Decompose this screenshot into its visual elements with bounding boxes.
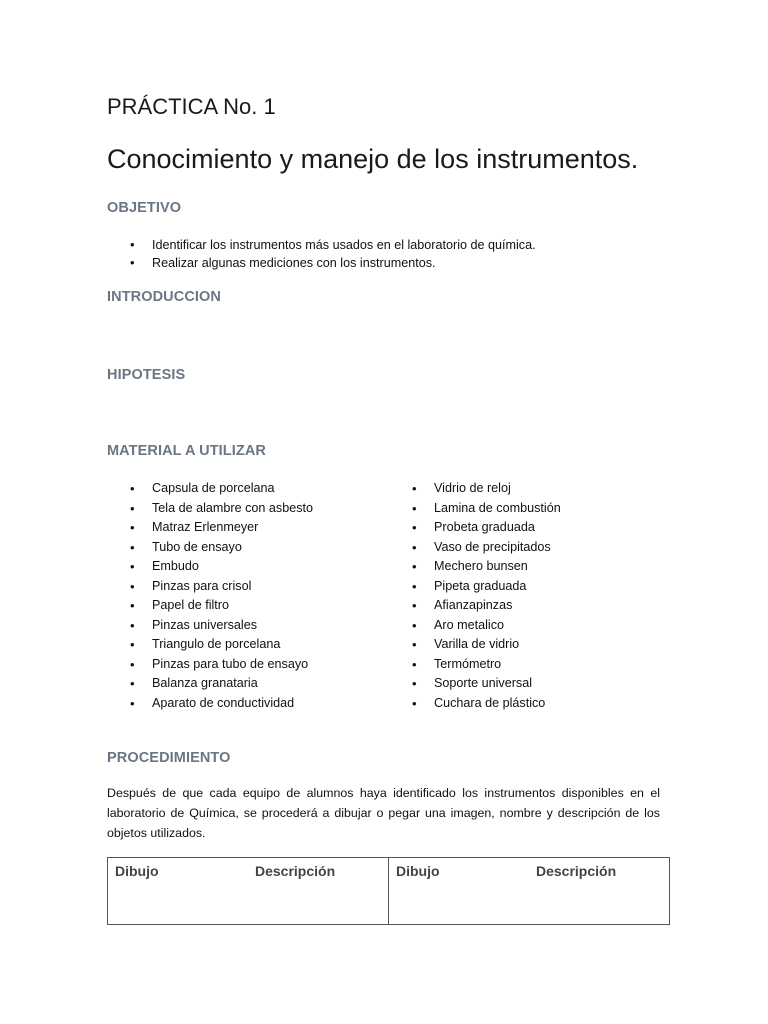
list-item: • Pinzas para crisol	[130, 577, 313, 597]
table-cell-right	[389, 858, 670, 925]
practice-label: PRÁCTICA No. 1	[107, 94, 276, 119]
procedimiento-paragraph: Después de que cada equipo de alumnos haya identificado los instrumentos disponibles en el laboratorio de Química, se procederá a dibujar o pegar una imagen, nombre y descripción de los objetos utilizados.	[107, 786, 660, 840]
list-item: • Pinzas para tubo de ensayo	[130, 655, 313, 675]
table-row	[108, 858, 670, 925]
list-item: • Embudo	[130, 557, 313, 577]
objetivo-list	[130, 236, 536, 272]
material-list-right	[412, 479, 561, 713]
list-item: • Cuchara de plástico	[412, 694, 561, 714]
list-item: • Mechero bunsen	[412, 557, 561, 577]
column-header-dibujo: Dibujo	[396, 863, 440, 879]
heading-procedimiento: PROCEDIMIENTO	[107, 750, 231, 766]
list-item: • Triangulo de porcelana	[130, 635, 313, 655]
list-item: • Varilla de vidrio	[412, 635, 561, 655]
list-item: • Pipeta graduada	[412, 577, 561, 597]
list-item: • Capsula de porcelana	[130, 479, 313, 499]
list-item: • Pinzas universales	[130, 616, 313, 636]
heading-material: MATERIAL A UTILIZAR	[107, 443, 266, 459]
list-item: • Soporte universal	[412, 674, 561, 694]
list-item: • Tela de alambre con asbesto	[130, 499, 313, 519]
list-item: • Matraz Erlenmeyer	[130, 518, 313, 538]
list-item: • Aparato de conductividad	[130, 694, 313, 714]
list-item: • Realizar algunas mediciones con los instrumentos.	[130, 254, 536, 272]
list-item: • Vidrio de reloj	[412, 479, 561, 499]
drawing-table	[107, 857, 670, 925]
list-item: • Afianzapinzas	[412, 596, 561, 616]
list-item: • Balanza granataria	[130, 674, 313, 694]
heading-objetivo: OBJETIVO	[107, 200, 182, 216]
list-item: • Aro metalico	[412, 616, 561, 636]
heading-introduccion: INTRODUCCION	[107, 289, 221, 305]
list-item: • Lamina de combustión	[412, 499, 561, 519]
list-item: • Tubo de ensayo	[130, 538, 313, 558]
list-item: • Probeta graduada	[412, 518, 561, 538]
column-header-descripcion: Descripción	[536, 863, 617, 879]
list-item: • Termómetro	[412, 655, 561, 675]
column-header-descripcion: Descripción	[255, 863, 336, 879]
page-title: Conocimiento y manejo de los instrumentos.	[107, 144, 639, 174]
list-item: • Vaso de precipitados	[412, 538, 561, 558]
table-cell-left	[108, 858, 389, 925]
material-list-left	[130, 479, 313, 713]
list-item: • Identificar los instrumentos más usados en el laboratorio de química.	[130, 236, 536, 254]
heading-hipotesis: HIPOTESIS	[107, 367, 186, 383]
column-header-dibujo: Dibujo	[115, 863, 159, 879]
list-item: • Papel de filtro	[130, 596, 313, 616]
